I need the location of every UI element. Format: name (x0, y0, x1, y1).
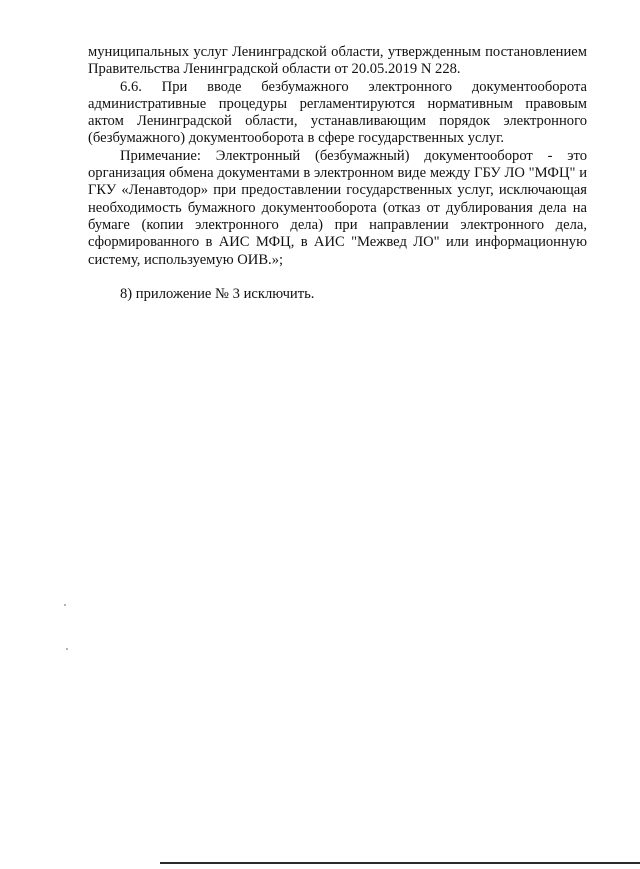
scan-speck (66, 648, 68, 650)
paragraph-continuation: муниципальных услуг Ленинградской области, утвержденным постановлением Правительства Ленинградской области от 20.05.2019 N 228. (88, 44, 587, 78)
paragraph-item-8: 8) приложение № 3 исключить. (120, 286, 315, 303)
scan-bottom-edge (160, 862, 640, 864)
paragraph-note: Примечание: Электронный (безбумажный) документооборот - это организация обмена документами в электронном виде между ГБУ ЛО "МФЦ" и ГКУ «Ленавтодор» при предоставлении государственных услуг, исключающая необходимость бумажного документооборота (отказ от дублирования дела на бумаге (копии электронного дела) при направлении электронного дела, сформированного в АИС МФЦ, в АИС "Межвед ЛО" или информационную систему, используемую ОИВ.»; (88, 147, 587, 268)
paragraph-6-6: 6.6. При вводе безбумажного электронного документооборота административные процедуры регламентируются нормативным правовым актом Ленинградской области, устанавливающим порядок электронного (безбумажного) документооборота в сфере государственных услуг. (88, 78, 587, 147)
document-body (88, 44, 587, 303)
scan-speck (64, 604, 66, 606)
